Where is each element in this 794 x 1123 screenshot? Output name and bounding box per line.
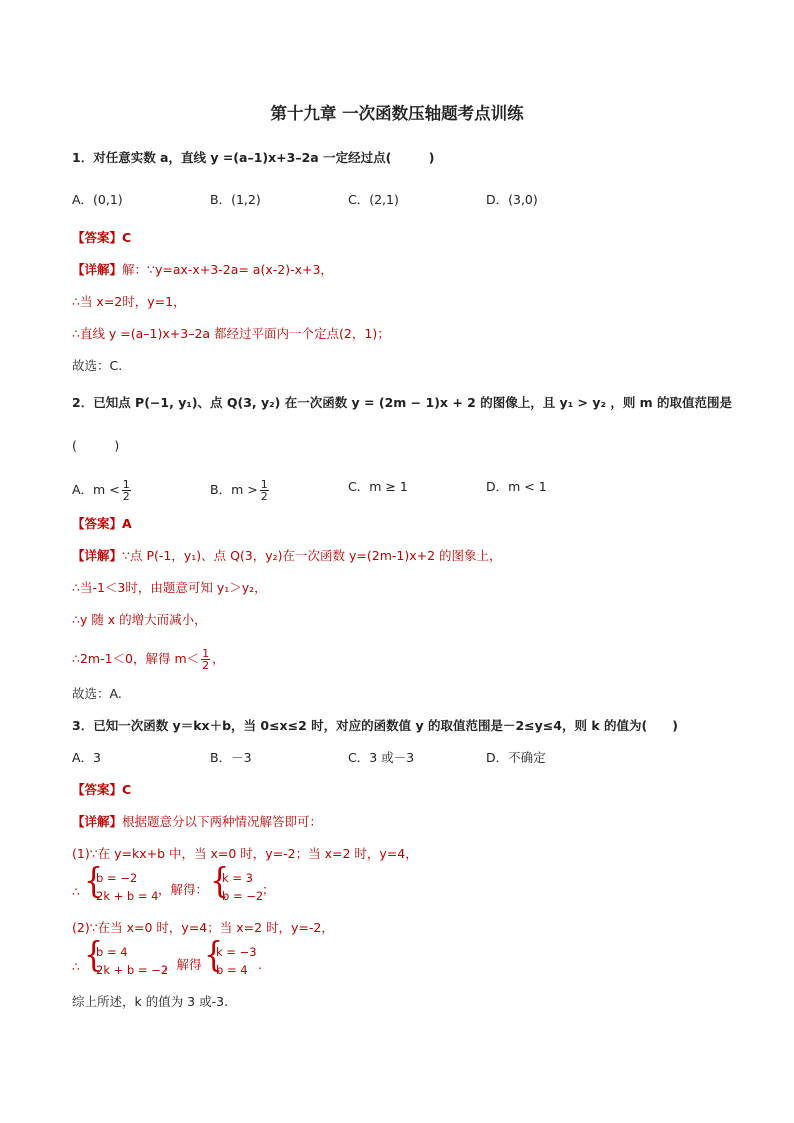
q3-case-1-solution xyxy=(210,861,266,906)
q3-case-1: (1)∵在 y=kx+b 中，当 x=0 时，y=-2；当 x=2 时，y=4， xyxy=(72,846,418,861)
q1-detail-text-1: 解：∵y=ax-x+3-2a= a(x-2)-x+3， xyxy=(122,262,333,277)
q2-option-d: D．m < 1 xyxy=(486,479,547,494)
q3-case-1-eq-1: b = −2 xyxy=(96,871,138,885)
q2-detail-frac-suffix: ， xyxy=(212,651,225,666)
q3-case-1-brace: { xyxy=(84,861,104,902)
q3-case-2-eq-1: b = 4 xyxy=(96,945,128,959)
q3-case-1-solve-label: ，解得： xyxy=(158,882,209,897)
q2-detail-line-3: ∴y 随 x 的增大而减小， xyxy=(72,612,207,627)
q3-case-2-system xyxy=(84,935,169,980)
q2-detail-line-1 xyxy=(72,548,502,564)
q2-detail-line-2: ∴当-1＜3时，由题意可知 y₁＞y₂， xyxy=(72,580,267,595)
q1-answer: 【答案】C xyxy=(72,230,132,245)
q3-case-2-sol-1: k = −3 xyxy=(216,945,257,959)
q3-case-1-end: ； xyxy=(262,882,275,897)
q3-case-1-sol-2: b = −2 xyxy=(222,889,264,903)
q2-option-b-fraction xyxy=(260,479,269,502)
q3-case-2-therefore: ∴ xyxy=(72,959,80,974)
q2-conclusion: 故选：A. xyxy=(72,686,122,701)
q1-option-a: A．(0,1) xyxy=(72,192,123,207)
q2-option-a-numerator: 1 xyxy=(122,478,130,491)
q3-case-2-solution xyxy=(204,935,262,980)
q1-detail-line-2: ∴当 x=2时，y=1， xyxy=(72,294,186,309)
q3-case-1-sol-1: k = 3 xyxy=(222,871,253,885)
q3-case-2-sol-2: b = 4 xyxy=(216,963,248,977)
q2-option-b-numerator: 1 xyxy=(260,478,268,491)
q2-option-c: C．m ≥ 1 xyxy=(348,479,408,494)
q1-detail-line-3: ∴直线 y =(a–1)x+3–2a 都经过平面内一个定点(2，1)； xyxy=(72,326,390,341)
q2-option-a-fraction xyxy=(122,479,131,502)
q3-option-d: D．不确定 xyxy=(486,750,546,765)
q3-summary: 综上所述，k 的值为 3 或-3. xyxy=(72,994,229,1009)
q2-option-b xyxy=(210,479,271,502)
q3-case-2-end: . xyxy=(258,957,262,972)
q3-case-1-therefore: ∴ xyxy=(72,884,80,899)
q3-case-1-system xyxy=(84,861,164,906)
q2-detail-tag: 【详解】 xyxy=(72,548,123,563)
q3-case-1-eq-2: 2k + b = 4 xyxy=(96,889,159,903)
q3-case-2-brace: { xyxy=(84,935,104,976)
q2-option-a-prefix: A．m < xyxy=(72,482,120,497)
q2-detail-frac-prefix: ∴2m-1＜0，解得 m＜ xyxy=(72,651,200,666)
q1-option-b: B．(1,2) xyxy=(210,192,261,207)
q2-detail-numerator: 1 xyxy=(202,647,210,660)
q1-option-d: D．(3,0) xyxy=(486,192,538,207)
q3-stem: 3．已知一次函数 y＝kx＋b，当 0≤x≤2 时，对应的函数值 y 的取值范围是－2≤y≤4，则 k 的值为( ) xyxy=(72,718,678,733)
q1-conclusion: 故选：C. xyxy=(72,358,123,373)
q2-stem: 2．已知点 P(−1, y₁)、点 Q(3, y₂) 在一次函数 y = (2m − 1)x + 2 的图像上，且 y₁ > y₂ ，则 m 的取值范围是 xyxy=(72,395,733,410)
q3-case-2-solution-brace: { xyxy=(204,935,224,976)
q3-case-2-eq-2: 2k + b = −2 xyxy=(96,963,169,977)
q1-stem: 1．对任意实数 a，直线 y =(a–1)x+3–2a 一定经过点( ) xyxy=(72,150,435,165)
q2-detail-denominator: 2 xyxy=(202,659,210,672)
q1-detail-line-1 xyxy=(72,262,333,278)
q2-option-a xyxy=(72,479,133,502)
q2-stem-bracket: ( ) xyxy=(72,438,120,453)
q3-case-2-solve-label: ，解得 xyxy=(164,957,202,972)
q2-option-a-denominator: 2 xyxy=(122,490,130,503)
q1-option-c: C．(2,1) xyxy=(348,192,399,207)
q3-option-a: A．3 xyxy=(72,750,102,765)
q1-detail-tag: 【详解】 xyxy=(72,262,123,277)
q3-detail-intro: 根据题意分以下两种情况解答即可： xyxy=(122,814,323,829)
q2-detail-text-1: ∵点 P(-1，y₁)、点 Q(3，y₂)在一次函数 y=(2m-1)x+2 的图象上， xyxy=(122,548,502,563)
q3-case-2: (2)∵在当 x=0 时，y=4；当 x=2 时，y=-2， xyxy=(72,920,334,935)
q3-detail-line-1 xyxy=(72,814,322,830)
q3-case-1-solution-brace: { xyxy=(210,861,230,902)
q2-detail-line-4 xyxy=(72,648,225,671)
q2-option-b-denominator: 2 xyxy=(260,490,268,503)
q3-option-b: B．－3 xyxy=(210,750,252,765)
q3-detail-tag: 【详解】 xyxy=(72,814,123,829)
q3-answer: 【答案】C xyxy=(72,782,132,797)
q3-option-c: C．3 或－3 xyxy=(348,750,415,765)
q2-detail-fraction xyxy=(201,648,210,671)
q2-option-b-prefix: B．m > xyxy=(210,482,258,497)
page-title: 第十九章 一次函数压轴题考点训练 xyxy=(270,104,524,123)
q2-answer: 【答案】A xyxy=(72,516,132,531)
